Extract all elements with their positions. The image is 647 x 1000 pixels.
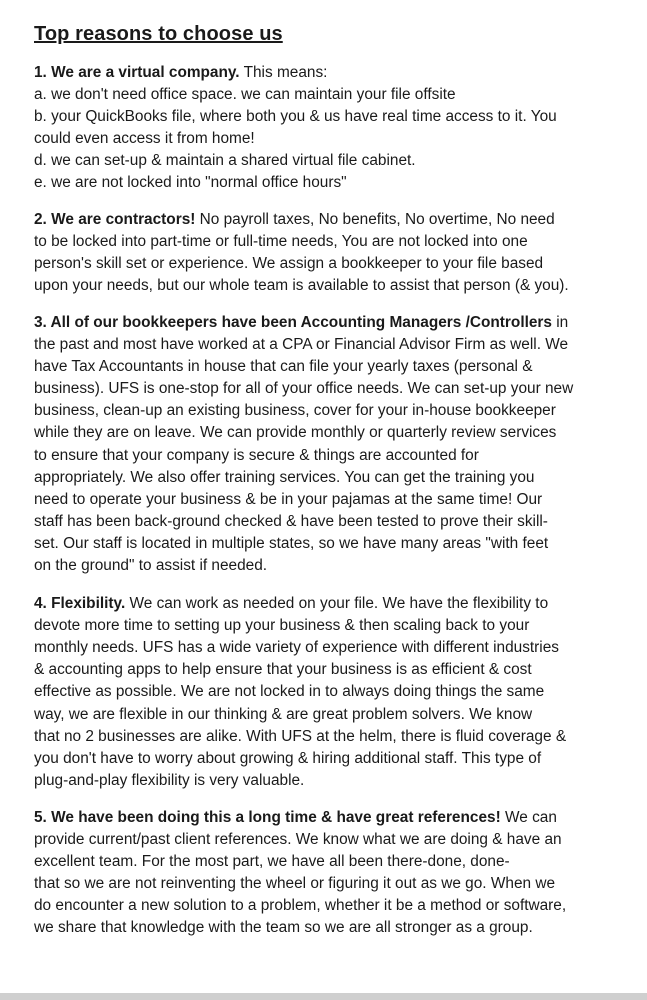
reason-heading: 3. All of our bookkeepers have been Accounting Managers /Controllers (34, 313, 552, 331)
reason-line: the past and most have worked at a CPA or Financial Advisor Firm as well. We (34, 336, 569, 354)
reason-line: effective as possible. We are not locked in to always doing things the same (34, 683, 545, 701)
reason-line: way, we are flexible in our thinking & are great problem solvers. We know (34, 705, 533, 723)
reason-line (34, 593, 633, 615)
reason-line: devote more time to setting up your business & then scaling back to your (34, 617, 530, 635)
reason-line: need to operate your business & be in your pajamas at the same time! Our (34, 490, 543, 508)
reason-line (34, 312, 633, 334)
reason-line: excellent team. For the most part, we have all been there-done, done- (34, 853, 510, 871)
reason-line: while they are on leave. We can provide monthly or quarterly review services (34, 424, 557, 442)
reason-line: business, clean-up an existing business, cover for your in-house bookkeeper (34, 402, 556, 420)
reason-line: could even access it from home! (34, 130, 255, 148)
reason-line: you don't have to worry about growing & hiring additional staff. This type of (34, 749, 542, 767)
reason-text: This means: (239, 64, 328, 81)
reason-line: & accounting apps to help ensure that your business is as efficient & cost (34, 661, 532, 679)
reason-text: We can (500, 808, 557, 826)
reason-line: appropriately. We also offer training services. You can get the training you (34, 468, 535, 486)
reason-line: plug-and-play flexibility is very valuable. (34, 771, 305, 789)
reason-heading: 5. We have been doing this a long time & have great references! (34, 808, 501, 826)
reason-heading: 4. Flexibility. (34, 595, 126, 613)
reason-2 (34, 209, 633, 297)
reason-5 (34, 807, 633, 940)
reason-line (34, 807, 633, 829)
reason-line: do encounter a new solution to a problem, whether it be a method or software, (34, 897, 567, 915)
reason-line: we share that knowledge with the team so we are all stronger as a group. (34, 919, 533, 937)
reason-line: that no 2 businesses are alike. With UFS at the helm, there is fluid coverage & (34, 727, 567, 745)
reason-line: a. we don't need office space. we can maintain your file offsite (34, 86, 456, 104)
reason-line: to be locked into part-time or full-time needs, You are not locked into one (34, 232, 528, 250)
reason-line: monthly needs. UFS has a wide variety of experience with different industries (34, 639, 559, 657)
reason-heading: 2. We are contractors! (34, 210, 196, 228)
reason-line: provide current/past client references. We know what we are doing & have an (34, 831, 562, 848)
reason-line: b. your QuickBooks file, where both you & us have real time access to it. You (34, 108, 557, 126)
reason-1 (34, 62, 633, 195)
bottom-strip (0, 993, 647, 1000)
reason-line (34, 62, 633, 84)
page-title: Top reasons to choose us (34, 23, 283, 45)
reason-heading: 1. We are a virtual company. (34, 64, 240, 81)
reason-line: on the ground" to assist if needed. (34, 556, 268, 574)
reason-line: business). UFS is one-stop for all of your office needs. We can set-up your new (34, 380, 574, 398)
reason-line: d. we can set-up & maintain a shared virtual file cabinet. (34, 152, 416, 170)
reason-3 (34, 312, 633, 577)
reason-line: that so we are not reinventing the wheel or figuring it out as we go. When we (34, 875, 556, 893)
reason-4 (34, 593, 633, 792)
reason-line (34, 209, 633, 231)
reason-line: staff has been back-ground checked & have been tested to prove their skill- (34, 512, 548, 530)
reason-line: person's skill set or experience. We assign a bookkeeper to your file based (34, 254, 544, 272)
reason-line: to ensure that your company is secure & things are accounted for (34, 446, 479, 464)
reason-text: We can work as needed on your file. We have the flexibility to (125, 595, 549, 613)
reason-line: set. Our staff is located in multiple states, so we have many areas "with feet (34, 534, 549, 552)
reason-text: in (551, 313, 569, 331)
reason-line: have Tax Accountants in house that can file your yearly taxes (personal & (34, 358, 533, 376)
reason-line: upon your needs, but our whole team is available to assist that person (& you). (34, 276, 569, 294)
reason-line: e. we are not locked into "normal office hours" (34, 174, 347, 192)
reason-text: No payroll taxes, No benefits, No overtime, No need (195, 210, 555, 228)
